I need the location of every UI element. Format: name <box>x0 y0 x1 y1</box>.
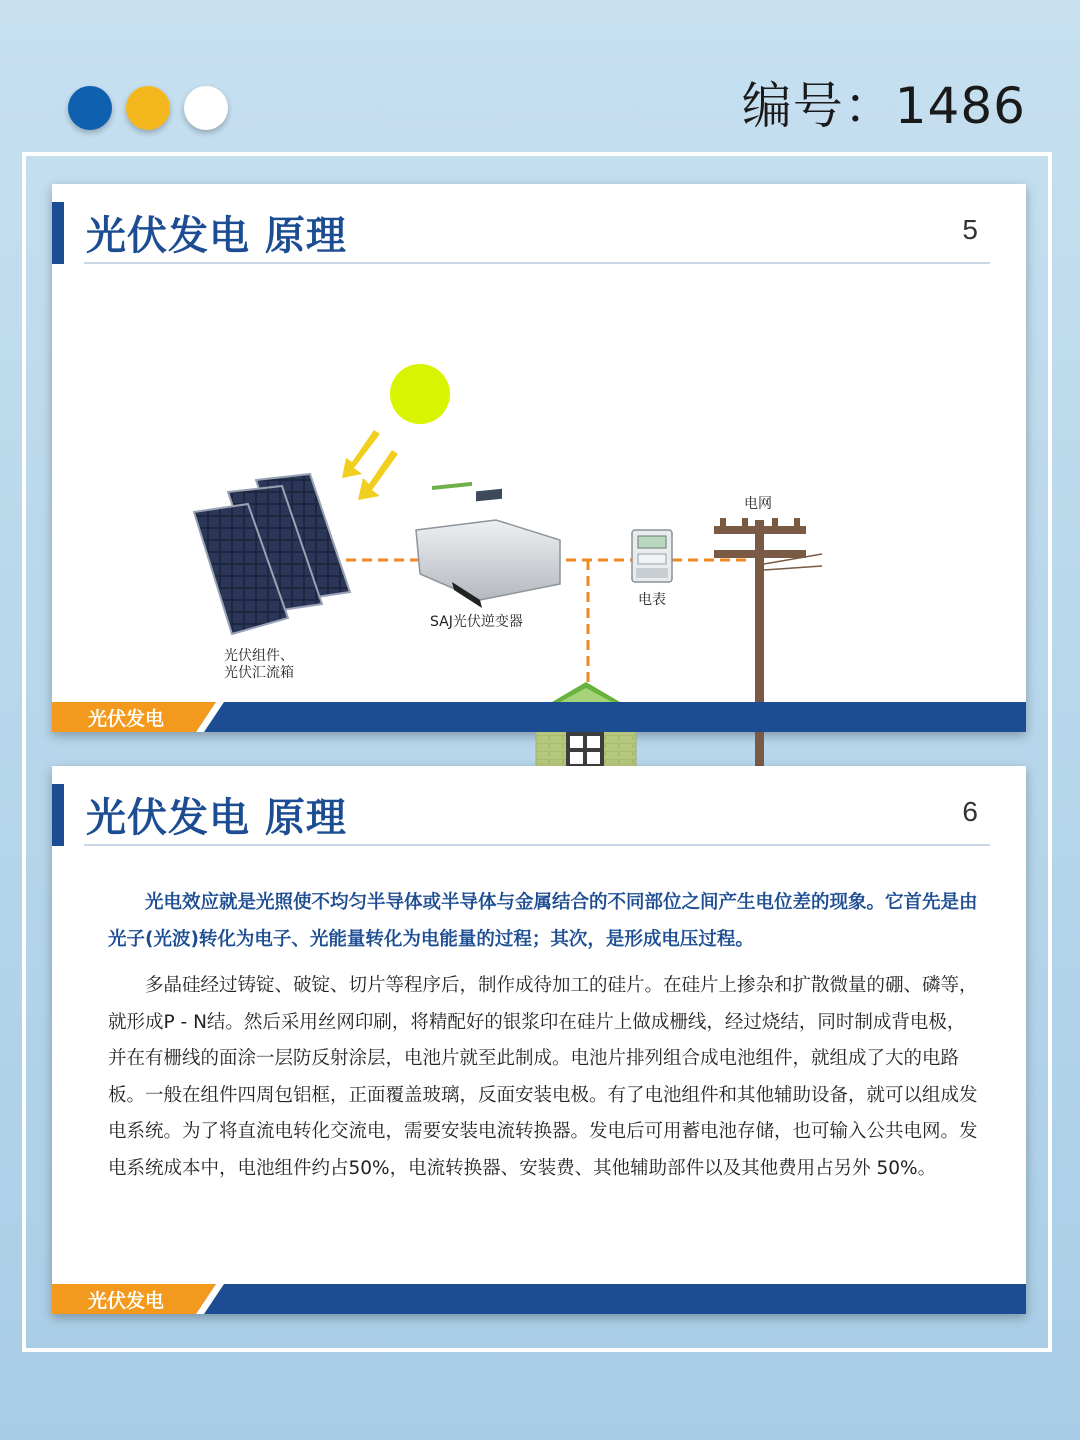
grid-label: 电网 <box>744 496 772 512</box>
dot-yellow <box>126 86 170 130</box>
footer-label: 光伏发电 <box>88 708 165 730</box>
slide-footer <box>52 1284 1026 1314</box>
panel-label: 光伏组件、 光伏汇流箱 <box>224 648 294 681</box>
body-paragraph: 多晶硅经过铸锭、破锭、切片等程序后，制作成待加工的硅片。在硅片上掺杂和扩散微量的硼、磷等，就形成P - N结。然后采用丝网印刷，将精配好的银浆印在硅片上做成栅线，经过烧结，同时制成背电极，并在有栅线的面涂一层防反射涂层，电池片就至此制成。电池片排列组合成电池组件，就组成了大的电路板。一般在组件四周包铝框，正面覆盖玻璃，反面安装电极。有了电池组件和其他辅助设备，就可以组成发电系统。为了将直流电转化交流电，需要安装电流转换器。发电后可用蓄电池存储，也可输入公共电网。发电系统成本中，电池组件约占50%，电流转换器、安装费、其他辅助部件以及其他费用占另外 50%。 <box>108 975 978 1179</box>
slide-title: 光伏发电 原理 <box>86 795 347 841</box>
title-accent-bar <box>52 202 64 264</box>
slide-5 <box>52 184 1026 732</box>
title-divider <box>84 844 990 846</box>
sunlight-arrow-icon <box>342 430 398 500</box>
solar-panels-icon <box>194 474 350 634</box>
lead-paragraph: 光电效应就是光照使不均匀半导体或半导体与金属结合的不同部位之间产生电位差的现象。它首先是由光子(光波)转化为电子、光能量转化为电能量的过程；其次，是形成电压过程。 <box>108 892 978 950</box>
decorative-dots <box>68 86 228 130</box>
sun-icon <box>390 364 450 424</box>
page-number: 5 <box>962 214 978 245</box>
title-accent-bar <box>52 784 64 846</box>
pv-system-diagram <box>52 264 1026 704</box>
dot-white <box>184 86 228 130</box>
footer-band <box>52 702 1026 732</box>
diagram-graphics <box>52 264 1026 704</box>
inverter-icon <box>416 482 560 608</box>
slide-content <box>108 884 980 1187</box>
inverter-label: SAJ光伏逆变器 <box>430 614 523 630</box>
dot-blue <box>68 86 112 130</box>
meter-icon <box>632 530 672 582</box>
meter-label: 电表 <box>638 592 666 608</box>
footer-band <box>52 1284 1026 1314</box>
slide-title: 光伏发电 原理 <box>86 213 347 259</box>
document-code: 编号：1486 <box>741 77 1026 135</box>
page-number: 6 <box>962 796 978 827</box>
slide-footer <box>52 702 1026 732</box>
slide-6 <box>52 766 1026 1314</box>
footer-label: 光伏发电 <box>88 1290 165 1312</box>
